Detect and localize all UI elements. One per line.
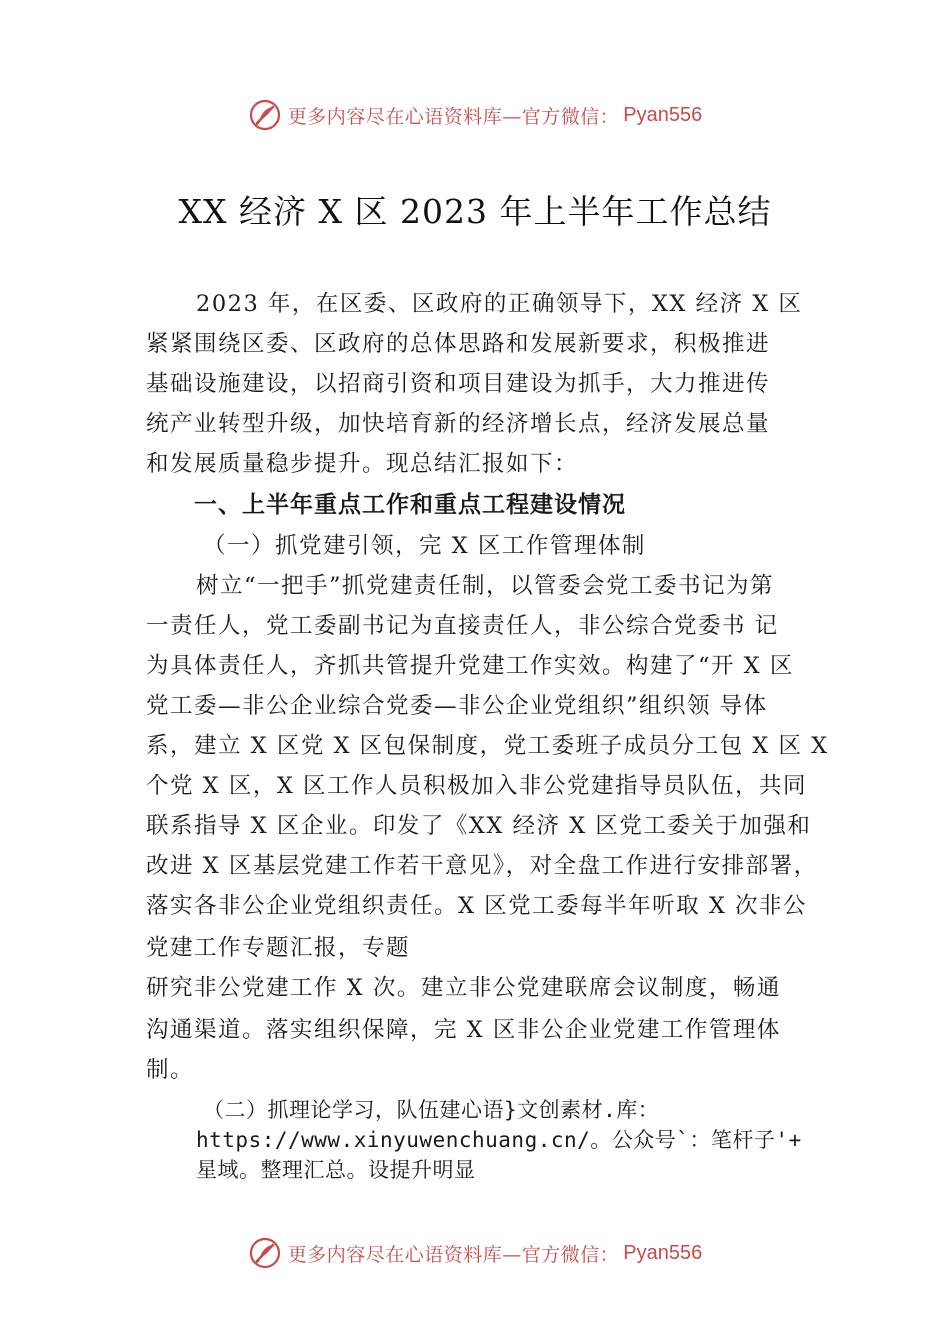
- paragraph-line: 落实各非公企业党组织责任。X 区党工委每半年听取 X 次非公: [146, 893, 807, 919]
- quill-seal-icon: [248, 98, 282, 132]
- paragraph-line: 改进 X 区基层党建工作若干意见》，对全盘工作进行安排部署，: [146, 853, 818, 879]
- paragraph-line: 研究非公党建工作 X 次。建立非公党建联席会议制度，畅通: [146, 975, 781, 1001]
- subsection-heading: （二）抓理论学习，队伍建心语}文创素材.库：: [203, 1098, 660, 1122]
- quill-seal-icon: [248, 1236, 282, 1270]
- url-line: https://www.xinyuwenchuang.cn/。公众号`：笔杆子'+: [196, 1128, 802, 1152]
- watermark-text: 更多内容尽在心语资料库—官方微信：: [287, 1243, 620, 1266]
- paragraph-line: 联系指导 X 区企业。印发了《XX 经济 X 区党工委关于加强和: [146, 813, 812, 839]
- paragraph-line: 党建工作专题汇报，专题: [146, 935, 411, 961]
- paragraph-line: 系，建立 X 区党 X 区包保制度，党工委班子成员分工包 X 区 X: [146, 733, 829, 759]
- paragraph-line: 2023 年，在区委、区政府的正确领导下，XX 经济 X 区: [196, 291, 803, 317]
- watermark-handle: Pyan556: [623, 103, 703, 126]
- watermark-banner-top: [0, 95, 950, 135]
- section-heading: 一、上半年重点工作和重点工程建设情况: [194, 492, 626, 518]
- subsection-heading: （一）抓党建引领，完 X 区工作管理体制: [203, 533, 646, 559]
- document-title: XX 经济 X 区 2023 年上半年工作总结: [178, 192, 772, 231]
- paragraph-line: 基础设施建设，以招商引资和项目建设为抓手，大力推进传: [146, 371, 771, 397]
- paragraph-line: 星域。整理汇总。设提升明显: [196, 1158, 476, 1182]
- paragraph-line: 个党 X 区，X 区工作人员积极加入非公党建指导员队伍，共同: [146, 773, 807, 799]
- paragraph-line: 统产业转型升级，加快培育新的经济增长点，经济发展总量: [146, 411, 771, 437]
- paragraph-line: 和发展质量稳步提升。现总结汇报如下：: [146, 451, 579, 477]
- watermark-banner-bottom: [0, 1233, 950, 1273]
- watermark-handle: Pyan556: [623, 1241, 703, 1264]
- paragraph-line: 紧紧围绕区委、区政府的总体思路和发展新要求，积极推进: [146, 331, 771, 357]
- paragraph-line: 树立“一把手”抓党建责任制，以管委会党工委书记为第: [196, 573, 775, 599]
- paragraph-line: 为具体责任人，齐抓共管提升党建工作实效。构建了“开 X 区: [146, 653, 794, 679]
- paragraph-line: 党工委—非公企业综合党委—非公企业党组织”组织领 导体: [146, 693, 768, 719]
- paragraph-line: 制。: [146, 1057, 195, 1083]
- paragraph-line: 沟通渠道。落实组织保障，完 X 区非公企业党建工作管理体: [146, 1017, 781, 1043]
- paragraph-line: 一责任人，党工委副书记为直接责任人，非公综合党委书 记: [146, 613, 779, 639]
- watermark-text: 更多内容尽在心语资料库—官方微信：: [287, 105, 620, 128]
